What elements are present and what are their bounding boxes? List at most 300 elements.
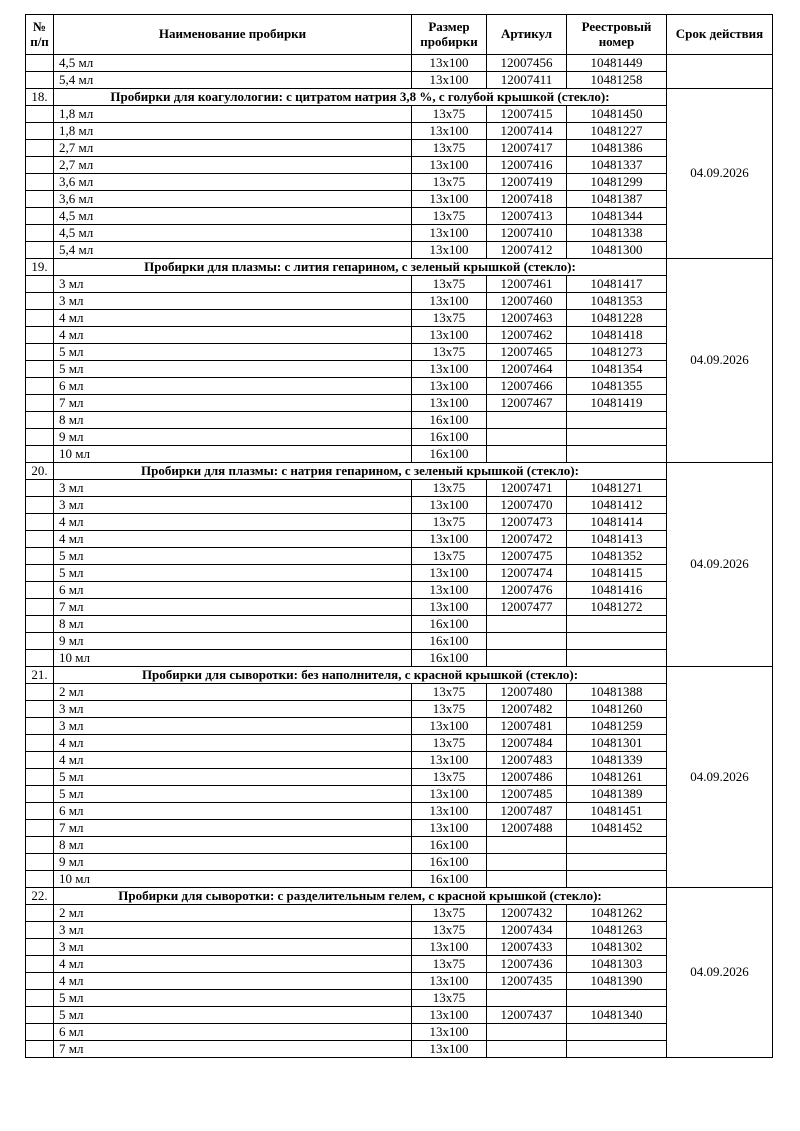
tube-size: 13x100 bbox=[412, 157, 487, 174]
table-row bbox=[26, 395, 773, 412]
registry-number: 10481414 bbox=[567, 514, 667, 531]
row-number-cell bbox=[26, 599, 54, 616]
article-number: 12007484 bbox=[487, 735, 567, 752]
table-row bbox=[26, 1007, 773, 1024]
registry-number: 10481449 bbox=[567, 55, 667, 72]
table-row bbox=[26, 378, 773, 395]
article-number: 12007437 bbox=[487, 1007, 567, 1024]
section-title: Пробирки для плазмы: с лития гепарином, с зеленый крышкой (стекло): bbox=[54, 259, 667, 276]
tube-name: 2,7 мл bbox=[54, 157, 412, 174]
registry-number: 10481260 bbox=[567, 701, 667, 718]
tube-size: 13x75 bbox=[412, 106, 487, 123]
tube-name: 5 мл bbox=[54, 786, 412, 803]
article-number: 12007473 bbox=[487, 514, 567, 531]
tube-size: 13x100 bbox=[412, 55, 487, 72]
article-number: 12007480 bbox=[487, 684, 567, 701]
tube-name: 3,6 мл bbox=[54, 174, 412, 191]
tube-size: 13x100 bbox=[412, 361, 487, 378]
table-row bbox=[26, 242, 773, 259]
article-number: 12007486 bbox=[487, 769, 567, 786]
registry-number: 10481451 bbox=[567, 803, 667, 820]
tube-size: 13x100 bbox=[412, 973, 487, 990]
article-number: 12007415 bbox=[487, 106, 567, 123]
tube-name: 1,8 мл bbox=[54, 123, 412, 140]
row-number-cell bbox=[26, 208, 54, 225]
tube-name: 10 мл bbox=[54, 871, 412, 888]
tube-name: 8 мл bbox=[54, 412, 412, 429]
article-number: 12007481 bbox=[487, 718, 567, 735]
tube-name: 5 мл bbox=[54, 1007, 412, 1024]
tube-size: 13x100 bbox=[412, 531, 487, 548]
tube-name: 4 мл bbox=[54, 735, 412, 752]
tube-name: 5,4 мл bbox=[54, 242, 412, 259]
row-number-cell bbox=[26, 786, 54, 803]
tube-size: 13x75 bbox=[412, 480, 487, 497]
registry-number bbox=[567, 429, 667, 446]
table-row bbox=[26, 310, 773, 327]
validity-date: 04.09.2026 bbox=[667, 667, 773, 888]
registry-number: 10481387 bbox=[567, 191, 667, 208]
table-header-row bbox=[26, 15, 773, 55]
article-number bbox=[487, 871, 567, 888]
tube-size: 13x100 bbox=[412, 497, 487, 514]
row-number-cell bbox=[26, 429, 54, 446]
tube-name: 4 мл bbox=[54, 310, 412, 327]
tube-name: 1,8 мл bbox=[54, 106, 412, 123]
table-row bbox=[26, 939, 773, 956]
tube-name: 5 мл bbox=[54, 548, 412, 565]
tube-size: 16x100 bbox=[412, 854, 487, 871]
tube-name: 6 мл bbox=[54, 582, 412, 599]
section-number: 19. bbox=[26, 259, 54, 276]
article-number: 12007488 bbox=[487, 820, 567, 837]
registry-number: 10481452 bbox=[567, 820, 667, 837]
tube-size: 13x100 bbox=[412, 939, 487, 956]
tube-size: 13x75 bbox=[412, 701, 487, 718]
tube-size: 13x75 bbox=[412, 956, 487, 973]
table-row bbox=[26, 633, 773, 650]
row-number-cell bbox=[26, 548, 54, 565]
tube-size: 16x100 bbox=[412, 650, 487, 667]
tube-name: 6 мл bbox=[54, 1024, 412, 1041]
table-row bbox=[26, 599, 773, 616]
registry-number: 10481338 bbox=[567, 225, 667, 242]
table-row bbox=[26, 344, 773, 361]
article-number bbox=[487, 650, 567, 667]
tube-name: 5 мл bbox=[54, 769, 412, 786]
tube-name: 3 мл bbox=[54, 701, 412, 718]
row-number-cell bbox=[26, 361, 54, 378]
tube-size: 13x75 bbox=[412, 208, 487, 225]
registry-number bbox=[567, 1041, 667, 1058]
tube-name: 4 мл bbox=[54, 752, 412, 769]
row-number-cell bbox=[26, 820, 54, 837]
tube-size: 16x100 bbox=[412, 871, 487, 888]
column-header-validity: Срок действия bbox=[667, 15, 773, 55]
row-number-cell bbox=[26, 157, 54, 174]
registry-number: 10481355 bbox=[567, 378, 667, 395]
registry-number: 10481262 bbox=[567, 905, 667, 922]
row-number-cell bbox=[26, 412, 54, 429]
article-number: 12007472 bbox=[487, 531, 567, 548]
row-number-cell bbox=[26, 310, 54, 327]
row-number-cell bbox=[26, 718, 54, 735]
article-number: 12007418 bbox=[487, 191, 567, 208]
row-number-cell bbox=[26, 123, 54, 140]
article-number: 12007475 bbox=[487, 548, 567, 565]
tube-size: 16x100 bbox=[412, 616, 487, 633]
registry-number: 10481354 bbox=[567, 361, 667, 378]
tube-size: 13x100 bbox=[412, 718, 487, 735]
registry-number: 10481258 bbox=[567, 72, 667, 89]
row-number-cell bbox=[26, 395, 54, 412]
tube-size: 13x100 bbox=[412, 599, 487, 616]
registry-number: 10481261 bbox=[567, 769, 667, 786]
tube-size: 13x100 bbox=[412, 191, 487, 208]
table-row bbox=[26, 871, 773, 888]
table-row bbox=[26, 174, 773, 191]
tube-name: 9 мл bbox=[54, 633, 412, 650]
table-row bbox=[26, 973, 773, 990]
row-number-cell bbox=[26, 140, 54, 157]
table-row bbox=[26, 276, 773, 293]
tube-name: 5 мл bbox=[54, 990, 412, 1007]
article-number: 12007433 bbox=[487, 939, 567, 956]
row-number-cell bbox=[26, 565, 54, 582]
row-number-cell bbox=[26, 497, 54, 514]
tube-size: 13x100 bbox=[412, 565, 487, 582]
registry-number: 10481416 bbox=[567, 582, 667, 599]
tube-name: 5 мл bbox=[54, 565, 412, 582]
registry-number bbox=[567, 990, 667, 1007]
tube-size: 13x75 bbox=[412, 548, 487, 565]
article-number: 12007411 bbox=[487, 72, 567, 89]
row-number-cell bbox=[26, 531, 54, 548]
tube-size: 13x100 bbox=[412, 786, 487, 803]
tube-name: 4 мл bbox=[54, 973, 412, 990]
tube-size: 13x75 bbox=[412, 905, 487, 922]
table-row bbox=[26, 718, 773, 735]
registry-number: 10481412 bbox=[567, 497, 667, 514]
validity-date: 04.09.2026 bbox=[667, 89, 773, 259]
registry-number: 10481389 bbox=[567, 786, 667, 803]
article-number: 12007435 bbox=[487, 973, 567, 990]
tube-name: 7 мл bbox=[54, 1041, 412, 1058]
registry-number: 10481300 bbox=[567, 242, 667, 259]
tube-size: 13x100 bbox=[412, 72, 487, 89]
tube-name: 3 мл bbox=[54, 922, 412, 939]
registry-number: 10481388 bbox=[567, 684, 667, 701]
table-row bbox=[26, 140, 773, 157]
table-row bbox=[26, 786, 773, 803]
registry-number: 10481386 bbox=[567, 140, 667, 157]
registry-number bbox=[567, 633, 667, 650]
tube-name: 2 мл bbox=[54, 684, 412, 701]
tube-size: 13x75 bbox=[412, 514, 487, 531]
row-number-cell bbox=[26, 327, 54, 344]
tube-name: 3 мл bbox=[54, 293, 412, 310]
article-number bbox=[487, 633, 567, 650]
registry-number bbox=[567, 650, 667, 667]
article-number: 12007464 bbox=[487, 361, 567, 378]
tube-name: 7 мл bbox=[54, 599, 412, 616]
tube-name: 3 мл bbox=[54, 939, 412, 956]
registry-number: 10481450 bbox=[567, 106, 667, 123]
tube-name: 8 мл bbox=[54, 616, 412, 633]
row-number-cell bbox=[26, 293, 54, 310]
registry-number: 10481352 bbox=[567, 548, 667, 565]
table-row bbox=[26, 582, 773, 599]
table-row bbox=[26, 820, 773, 837]
table-row bbox=[26, 361, 773, 378]
row-number-cell bbox=[26, 191, 54, 208]
row-number-cell bbox=[26, 973, 54, 990]
tube-size: 13x75 bbox=[412, 922, 487, 939]
section-title: Пробирки для коагулологии: с цитратом натрия 3,8 %, с голубой крышкой (стекло): bbox=[54, 89, 667, 106]
row-number-cell bbox=[26, 633, 54, 650]
tube-size: 13x75 bbox=[412, 990, 487, 1007]
tube-size: 13x100 bbox=[412, 395, 487, 412]
registry-number bbox=[567, 1024, 667, 1041]
tube-name: 4,5 мл bbox=[54, 55, 412, 72]
table-row bbox=[26, 514, 773, 531]
row-number-cell bbox=[26, 854, 54, 871]
tube-name: 4,5 мл bbox=[54, 225, 412, 242]
registry-number: 10481339 bbox=[567, 752, 667, 769]
article-number: 12007465 bbox=[487, 344, 567, 361]
tube-name: 6 мл bbox=[54, 803, 412, 820]
tube-size: 13x100 bbox=[412, 225, 487, 242]
table-row bbox=[26, 123, 773, 140]
registry-number: 10481418 bbox=[567, 327, 667, 344]
section-title: Пробирки для сыворотки: без наполнителя, с красной крышкой (стекло): bbox=[54, 667, 667, 684]
tube-size: 13x100 bbox=[412, 123, 487, 140]
table-row bbox=[26, 72, 773, 89]
registry-number bbox=[567, 837, 667, 854]
tube-name: 7 мл bbox=[54, 395, 412, 412]
article-number bbox=[487, 837, 567, 854]
row-number-cell bbox=[26, 905, 54, 922]
article-number: 12007434 bbox=[487, 922, 567, 939]
article-number: 12007416 bbox=[487, 157, 567, 174]
tube-name: 9 мл bbox=[54, 429, 412, 446]
registry-number: 10481415 bbox=[567, 565, 667, 582]
table-row bbox=[26, 531, 773, 548]
tube-size: 13x100 bbox=[412, 803, 487, 820]
registry-number: 10481344 bbox=[567, 208, 667, 225]
section-header-row bbox=[26, 667, 773, 684]
tube-name: 6 мл bbox=[54, 378, 412, 395]
article-number: 12007467 bbox=[487, 395, 567, 412]
row-number-cell bbox=[26, 837, 54, 854]
registry-number: 10481419 bbox=[567, 395, 667, 412]
table-row bbox=[26, 956, 773, 973]
table-row bbox=[26, 548, 773, 565]
tube-size: 13x75 bbox=[412, 140, 487, 157]
tube-name: 5 мл bbox=[54, 361, 412, 378]
row-number-cell bbox=[26, 990, 54, 1007]
table-row bbox=[26, 616, 773, 633]
table-row bbox=[26, 650, 773, 667]
registry-number: 10481227 bbox=[567, 123, 667, 140]
registry-number: 10481337 bbox=[567, 157, 667, 174]
table-row bbox=[26, 922, 773, 939]
section-header-row bbox=[26, 463, 773, 480]
tube-name: 4 мл bbox=[54, 956, 412, 973]
table-row bbox=[26, 1024, 773, 1041]
registry-number: 10481301 bbox=[567, 735, 667, 752]
tube-size: 13x100 bbox=[412, 327, 487, 344]
tube-size: 13x100 bbox=[412, 293, 487, 310]
tube-name: 3 мл bbox=[54, 497, 412, 514]
article-number: 12007417 bbox=[487, 140, 567, 157]
table-row bbox=[26, 191, 773, 208]
article-number bbox=[487, 854, 567, 871]
tube-size: 13x100 bbox=[412, 1024, 487, 1041]
table-row bbox=[26, 429, 773, 446]
tube-name: 3 мл bbox=[54, 718, 412, 735]
validity-date: 04.09.2026 bbox=[667, 463, 773, 667]
row-number-cell bbox=[26, 735, 54, 752]
table-row bbox=[26, 769, 773, 786]
article-number: 12007414 bbox=[487, 123, 567, 140]
table-row bbox=[26, 327, 773, 344]
article-number bbox=[487, 990, 567, 1007]
article-number: 12007461 bbox=[487, 276, 567, 293]
tube-name: 4,5 мл bbox=[54, 208, 412, 225]
tube-size: 13x100 bbox=[412, 378, 487, 395]
article-number: 12007462 bbox=[487, 327, 567, 344]
registry-number: 10481390 bbox=[567, 973, 667, 990]
registry-number: 10481273 bbox=[567, 344, 667, 361]
table-row bbox=[26, 565, 773, 582]
registry-number bbox=[567, 616, 667, 633]
article-number: 12007482 bbox=[487, 701, 567, 718]
tube-name: 8 мл bbox=[54, 837, 412, 854]
row-number-cell bbox=[26, 871, 54, 888]
article-number: 12007476 bbox=[487, 582, 567, 599]
article-number: 12007470 bbox=[487, 497, 567, 514]
article-number: 12007410 bbox=[487, 225, 567, 242]
tube-registry-table bbox=[25, 14, 773, 1058]
article-number: 12007432 bbox=[487, 905, 567, 922]
tube-size: 13x100 bbox=[412, 582, 487, 599]
row-number-cell bbox=[26, 225, 54, 242]
registry-number: 10481340 bbox=[567, 1007, 667, 1024]
article-number bbox=[487, 412, 567, 429]
row-number-cell bbox=[26, 276, 54, 293]
row-number-cell bbox=[26, 582, 54, 599]
registry-number: 10481263 bbox=[567, 922, 667, 939]
row-number-cell bbox=[26, 344, 54, 361]
registry-number bbox=[567, 854, 667, 871]
table-row bbox=[26, 990, 773, 1007]
section-header-row bbox=[26, 888, 773, 905]
row-number-cell bbox=[26, 1041, 54, 1058]
tube-name: 3 мл bbox=[54, 480, 412, 497]
table-row bbox=[26, 735, 773, 752]
table-row bbox=[26, 497, 773, 514]
tube-name: 5 мл bbox=[54, 344, 412, 361]
row-number-cell bbox=[26, 922, 54, 939]
tube-name: 5,4 мл bbox=[54, 72, 412, 89]
article-number bbox=[487, 616, 567, 633]
article-number: 12007487 bbox=[487, 803, 567, 820]
row-number-cell bbox=[26, 956, 54, 973]
section-number: 22. bbox=[26, 888, 54, 905]
tube-name: 2,7 мл bbox=[54, 140, 412, 157]
registry-number: 10481302 bbox=[567, 939, 667, 956]
tube-name: 3 мл bbox=[54, 276, 412, 293]
article-number: 12007477 bbox=[487, 599, 567, 616]
row-number-cell bbox=[26, 939, 54, 956]
tube-size: 13x75 bbox=[412, 310, 487, 327]
registry-number: 10481271 bbox=[567, 480, 667, 497]
table-row bbox=[26, 684, 773, 701]
row-number-cell bbox=[26, 174, 54, 191]
article-number: 12007460 bbox=[487, 293, 567, 310]
row-number-cell bbox=[26, 480, 54, 497]
section-number: 18. bbox=[26, 89, 54, 106]
article-number: 12007463 bbox=[487, 310, 567, 327]
table-row bbox=[26, 55, 773, 72]
article-number bbox=[487, 1024, 567, 1041]
table-row bbox=[26, 905, 773, 922]
table-row bbox=[26, 480, 773, 497]
row-number-cell bbox=[26, 378, 54, 395]
row-number-cell bbox=[26, 803, 54, 820]
tube-size: 16x100 bbox=[412, 633, 487, 650]
row-number-cell bbox=[26, 684, 54, 701]
table-row bbox=[26, 106, 773, 123]
tube-size: 13x75 bbox=[412, 684, 487, 701]
article-number: 12007474 bbox=[487, 565, 567, 582]
tube-name: 4 мл bbox=[54, 514, 412, 531]
tube-size: 13x100 bbox=[412, 820, 487, 837]
table-row bbox=[26, 412, 773, 429]
row-number-cell bbox=[26, 616, 54, 633]
registry-number bbox=[567, 871, 667, 888]
table-row bbox=[26, 225, 773, 242]
tube-name: 4 мл bbox=[54, 531, 412, 548]
article-number bbox=[487, 429, 567, 446]
tube-size: 13x100 bbox=[412, 242, 487, 259]
article-number: 12007412 bbox=[487, 242, 567, 259]
table-row bbox=[26, 701, 773, 718]
column-header-size: Размер пробирки bbox=[412, 15, 487, 55]
row-number-cell bbox=[26, 1024, 54, 1041]
article-number: 12007419 bbox=[487, 174, 567, 191]
validity-date bbox=[667, 55, 773, 89]
tube-name: 10 мл bbox=[54, 650, 412, 667]
tube-size: 13x75 bbox=[412, 769, 487, 786]
article-number: 12007413 bbox=[487, 208, 567, 225]
registry-number bbox=[567, 412, 667, 429]
row-number-cell bbox=[26, 701, 54, 718]
table-row bbox=[26, 837, 773, 854]
column-header-number: № п/п bbox=[26, 15, 54, 55]
tube-name: 2 мл bbox=[54, 905, 412, 922]
table-row bbox=[26, 752, 773, 769]
section-title: Пробирки для сыворотки: с разделительным гелем, с красной крышкой (стекло): bbox=[54, 888, 667, 905]
validity-date: 04.09.2026 bbox=[667, 888, 773, 1058]
column-header-article: Артикул bbox=[487, 15, 567, 55]
article-number bbox=[487, 446, 567, 463]
row-number-cell bbox=[26, 752, 54, 769]
tube-size: 13x75 bbox=[412, 344, 487, 361]
column-header-name: Наименование пробирки bbox=[54, 15, 412, 55]
tube-size: 13x100 bbox=[412, 752, 487, 769]
